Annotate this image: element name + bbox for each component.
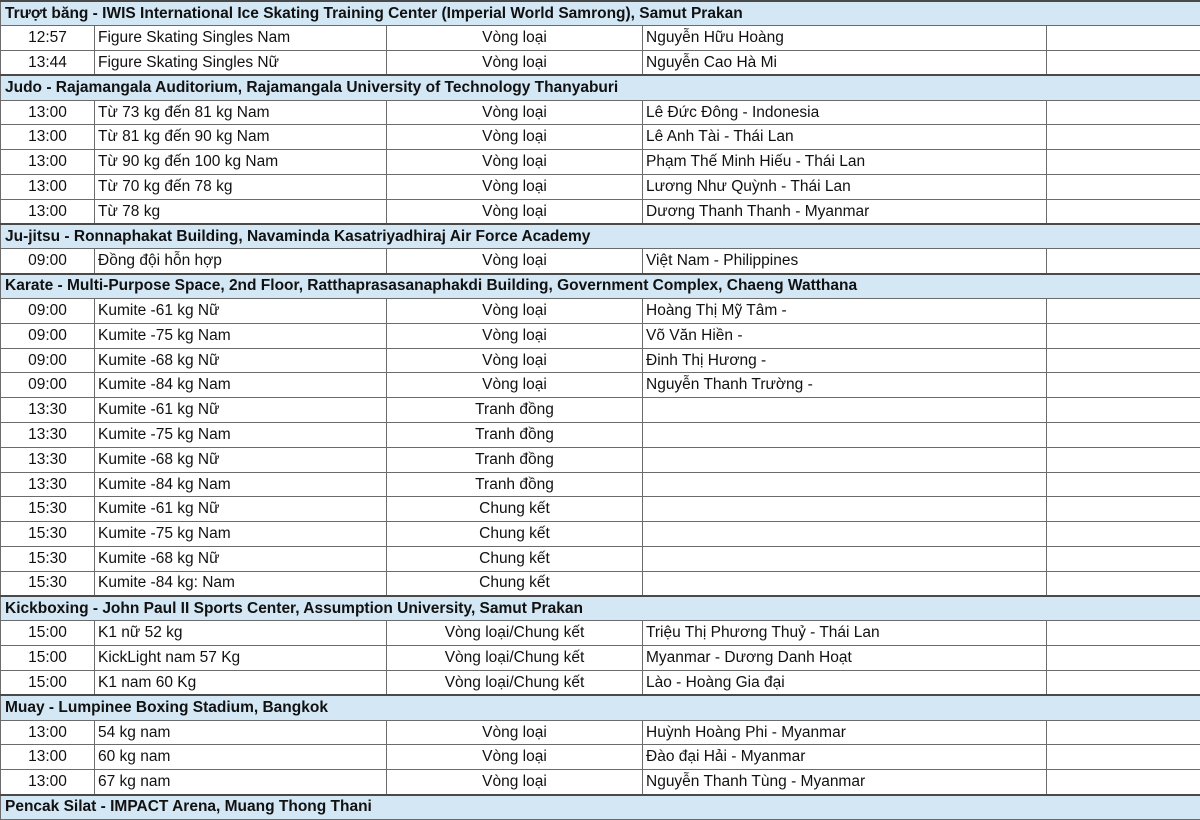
table-row bbox=[1, 621, 1200, 646]
section-header bbox=[1, 1, 1200, 26]
time-cell: 09:00 bbox=[1, 348, 95, 373]
stage-cell: Vòng loại bbox=[387, 323, 643, 348]
athlete-cell: Nguyễn Hữu Hoàng bbox=[643, 26, 1047, 51]
event-cell: Kumite -68 kg Nữ bbox=[95, 447, 387, 472]
section-title: Kickboxing - John Paul II Sports Center, Assumption University, Samut Prakan bbox=[1, 596, 1200, 621]
extra-cell bbox=[1047, 770, 1200, 795]
time-cell: 13:00 bbox=[1, 770, 95, 795]
time-cell: 13:00 bbox=[1, 720, 95, 745]
table-row bbox=[1, 26, 1200, 51]
extra-cell bbox=[1047, 299, 1200, 324]
section-title: Trượt băng - IWIS International Ice Skating Training Center (Imperial World Samrong), Samut Prakan bbox=[1, 1, 1200, 26]
extra-cell bbox=[1047, 125, 1200, 150]
athlete-cell bbox=[643, 472, 1047, 497]
table-row bbox=[1, 447, 1200, 472]
time-cell: 13:00 bbox=[1, 175, 95, 200]
stage-cell: Vòng loại bbox=[387, 770, 643, 795]
table-row bbox=[1, 51, 1200, 76]
extra-cell bbox=[1047, 150, 1200, 175]
extra-cell bbox=[1047, 51, 1200, 76]
table-row bbox=[1, 348, 1200, 373]
athlete-cell bbox=[643, 447, 1047, 472]
athlete-cell: Lê Anh Tài - Thái Lan bbox=[643, 125, 1047, 150]
event-cell: K1 nữ 52 kg bbox=[95, 621, 387, 646]
event-cell: Từ 90 kg đến 100 kg Nam bbox=[95, 150, 387, 175]
time-cell: 15:00 bbox=[1, 646, 95, 671]
time-cell: 13:00 bbox=[1, 125, 95, 150]
stage-cell: Vòng loại bbox=[387, 51, 643, 76]
table-row bbox=[1, 175, 1200, 200]
event-cell: Đồng đội hỗn hợp bbox=[95, 249, 387, 274]
extra-cell bbox=[1047, 646, 1200, 671]
event-cell: Kumite -75 kg Nam bbox=[95, 323, 387, 348]
athlete-cell: Đinh Thị Hương - bbox=[643, 348, 1047, 373]
extra-cell bbox=[1047, 447, 1200, 472]
table-row bbox=[1, 125, 1200, 150]
schedule-body bbox=[1, 1, 1200, 819]
time-cell: 15:00 bbox=[1, 671, 95, 696]
stage-cell: Tranh đồng bbox=[387, 423, 643, 448]
athlete-cell bbox=[643, 571, 1047, 596]
time-cell: 13:00 bbox=[1, 745, 95, 770]
stage-cell: Chung kết bbox=[387, 571, 643, 596]
extra-cell bbox=[1047, 175, 1200, 200]
table-row bbox=[1, 150, 1200, 175]
stage-cell: Chung kết bbox=[387, 547, 643, 572]
event-cell: Figure Skating Singles Nữ bbox=[95, 51, 387, 76]
event-cell: Figure Skating Singles Nam bbox=[95, 26, 387, 51]
section-header bbox=[1, 596, 1200, 621]
athlete-cell: Hoàng Thị Mỹ Tâm - bbox=[643, 299, 1047, 324]
table-row bbox=[1, 299, 1200, 324]
athlete-cell: Phạm Thế Minh Hiếu - Thái Lan bbox=[643, 150, 1047, 175]
event-cell: Kumite -84 kg: Nam bbox=[95, 571, 387, 596]
athlete-cell: Lương Như Quỳnh - Thái Lan bbox=[643, 175, 1047, 200]
athlete-cell: Nguyễn Cao Hà Mi bbox=[643, 51, 1047, 76]
stage-cell: Vòng loại bbox=[387, 720, 643, 745]
athlete-cell bbox=[643, 547, 1047, 572]
athlete-cell bbox=[643, 423, 1047, 448]
time-cell: 13:30 bbox=[1, 398, 95, 423]
table-row bbox=[1, 745, 1200, 770]
athlete-cell bbox=[643, 522, 1047, 547]
table-row bbox=[1, 720, 1200, 745]
extra-cell bbox=[1047, 423, 1200, 448]
stage-cell: Vòng loại bbox=[387, 100, 643, 125]
section-title: Ju-jitsu - Ronnaphakat Building, Navaminda Kasatriyadhiraj Air Force Academy bbox=[1, 224, 1200, 249]
stage-cell: Vòng loại/Chung kết bbox=[387, 646, 643, 671]
event-cell: Kumite -61 kg Nữ bbox=[95, 299, 387, 324]
event-cell: Kumite -68 kg Nữ bbox=[95, 348, 387, 373]
athlete-cell: Triệu Thị Phương Thuỷ - Thái Lan bbox=[643, 621, 1047, 646]
extra-cell bbox=[1047, 199, 1200, 224]
extra-cell bbox=[1047, 323, 1200, 348]
event-cell: Kumite -75 kg Nam bbox=[95, 522, 387, 547]
table-row bbox=[1, 323, 1200, 348]
section-title: Judo - Rajamangala Auditorium, Rajamangala University of Technology Thanyaburi bbox=[1, 75, 1200, 100]
extra-cell bbox=[1047, 497, 1200, 522]
table-row bbox=[1, 522, 1200, 547]
extra-cell bbox=[1047, 249, 1200, 274]
table-row bbox=[1, 249, 1200, 274]
stage-cell: Vòng loại/Chung kết bbox=[387, 671, 643, 696]
table-row bbox=[1, 472, 1200, 497]
table-row bbox=[1, 423, 1200, 448]
extra-cell bbox=[1047, 100, 1200, 125]
event-cell: 60 kg nam bbox=[95, 745, 387, 770]
stage-cell: Vòng loại bbox=[387, 26, 643, 51]
stage-cell: Vòng loại bbox=[387, 373, 643, 398]
time-cell: 15:30 bbox=[1, 497, 95, 522]
event-cell: Từ 81 kg đến 90 kg Nam bbox=[95, 125, 387, 150]
section-header bbox=[1, 75, 1200, 100]
event-cell: Từ 70 kg đến 78 kg bbox=[95, 175, 387, 200]
time-cell: 15:00 bbox=[1, 621, 95, 646]
extra-cell bbox=[1047, 522, 1200, 547]
section-title: Karate - Multi-Purpose Space, 2nd Floor, Ratthaprasasanaphakdi Building, Government Complex, Chaeng Watthana bbox=[1, 274, 1200, 299]
athlete-cell: Lê Đức Đông - Indonesia bbox=[643, 100, 1047, 125]
section-header bbox=[1, 224, 1200, 249]
time-cell: 15:30 bbox=[1, 547, 95, 572]
stage-cell: Tranh đồng bbox=[387, 398, 643, 423]
time-cell: 13:44 bbox=[1, 51, 95, 76]
extra-cell bbox=[1047, 26, 1200, 51]
stage-cell: Tranh đồng bbox=[387, 447, 643, 472]
time-cell: 09:00 bbox=[1, 299, 95, 324]
extra-cell bbox=[1047, 720, 1200, 745]
event-cell: Từ 78 kg bbox=[95, 199, 387, 224]
stage-cell: Vòng loại bbox=[387, 199, 643, 224]
section-title: Muay - Lumpinee Boxing Stadium, Bangkok bbox=[1, 695, 1200, 720]
event-cell: Kumite -84 kg Nam bbox=[95, 373, 387, 398]
stage-cell: Vòng loại bbox=[387, 125, 643, 150]
extra-cell bbox=[1047, 547, 1200, 572]
time-cell: 13:00 bbox=[1, 100, 95, 125]
table-row bbox=[1, 671, 1200, 696]
time-cell: 09:00 bbox=[1, 249, 95, 274]
event-cell: Từ 73 kg đến 81 kg Nam bbox=[95, 100, 387, 125]
table-row bbox=[1, 646, 1200, 671]
table-row bbox=[1, 497, 1200, 522]
event-cell: Kumite -61 kg Nữ bbox=[95, 398, 387, 423]
event-cell: 54 kg nam bbox=[95, 720, 387, 745]
athlete-cell: Myanmar - Dương Danh Hoạt bbox=[643, 646, 1047, 671]
extra-cell bbox=[1047, 373, 1200, 398]
athlete-cell: Võ Văn Hiền - bbox=[643, 323, 1047, 348]
athlete-cell: Huỳnh Hoàng Phi - Myanmar bbox=[643, 720, 1047, 745]
event-cell: Kumite -61 kg Nữ bbox=[95, 497, 387, 522]
athlete-cell: Nguyễn Thanh Tùng - Myanmar bbox=[643, 770, 1047, 795]
stage-cell: Vòng loại bbox=[387, 348, 643, 373]
athlete-cell bbox=[643, 497, 1047, 522]
stage-cell: Chung kết bbox=[387, 522, 643, 547]
time-cell: 15:30 bbox=[1, 571, 95, 596]
stage-cell: Vòng loại bbox=[387, 175, 643, 200]
event-cell: KickLight nam 57 Kg bbox=[95, 646, 387, 671]
stage-cell: Vòng loại/Chung kết bbox=[387, 621, 643, 646]
stage-cell: Vòng loại bbox=[387, 745, 643, 770]
stage-cell: Vòng loại bbox=[387, 299, 643, 324]
athlete-cell: Lào - Hoàng Gia đại bbox=[643, 671, 1047, 696]
time-cell: 15:30 bbox=[1, 522, 95, 547]
event-cell: K1 nam 60 Kg bbox=[95, 671, 387, 696]
section-title: Pencak Silat - IMPACT Arena, Muang Thong Thani bbox=[1, 795, 1200, 820]
table-row bbox=[1, 373, 1200, 398]
table-row bbox=[1, 547, 1200, 572]
athlete-cell: Nguyễn Thanh Trường - bbox=[643, 373, 1047, 398]
section-header bbox=[1, 274, 1200, 299]
extra-cell bbox=[1047, 348, 1200, 373]
time-cell: 12:57 bbox=[1, 26, 95, 51]
stage-cell: Vòng loại bbox=[387, 150, 643, 175]
time-cell: 13:30 bbox=[1, 447, 95, 472]
event-cell: 67 kg nam bbox=[95, 770, 387, 795]
time-cell: 13:00 bbox=[1, 150, 95, 175]
athlete-cell bbox=[643, 398, 1047, 423]
stage-cell: Vòng loại bbox=[387, 249, 643, 274]
time-cell: 13:00 bbox=[1, 199, 95, 224]
athlete-cell: Đào đại Hải - Myanmar bbox=[643, 745, 1047, 770]
table-row bbox=[1, 199, 1200, 224]
table-row bbox=[1, 100, 1200, 125]
extra-cell bbox=[1047, 745, 1200, 770]
event-cell: Kumite -84 kg Nam bbox=[95, 472, 387, 497]
extra-cell bbox=[1047, 398, 1200, 423]
time-cell: 09:00 bbox=[1, 373, 95, 398]
athlete-cell: Việt Nam - Philippines bbox=[643, 249, 1047, 274]
section-header bbox=[1, 695, 1200, 720]
event-cell: Kumite -68 kg Nữ bbox=[95, 547, 387, 572]
extra-cell bbox=[1047, 472, 1200, 497]
extra-cell bbox=[1047, 671, 1200, 696]
stage-cell: Tranh đồng bbox=[387, 472, 643, 497]
event-cell: Kumite -75 kg Nam bbox=[95, 423, 387, 448]
table-row bbox=[1, 571, 1200, 596]
time-cell: 13:30 bbox=[1, 472, 95, 497]
athlete-cell: Dương Thanh Thanh - Myanmar bbox=[643, 199, 1047, 224]
time-cell: 09:00 bbox=[1, 323, 95, 348]
time-cell: 13:30 bbox=[1, 423, 95, 448]
stage-cell: Chung kết bbox=[387, 497, 643, 522]
section-header bbox=[1, 795, 1200, 820]
table-row bbox=[1, 398, 1200, 423]
extra-cell bbox=[1047, 621, 1200, 646]
table-row bbox=[1, 770, 1200, 795]
extra-cell bbox=[1047, 571, 1200, 596]
